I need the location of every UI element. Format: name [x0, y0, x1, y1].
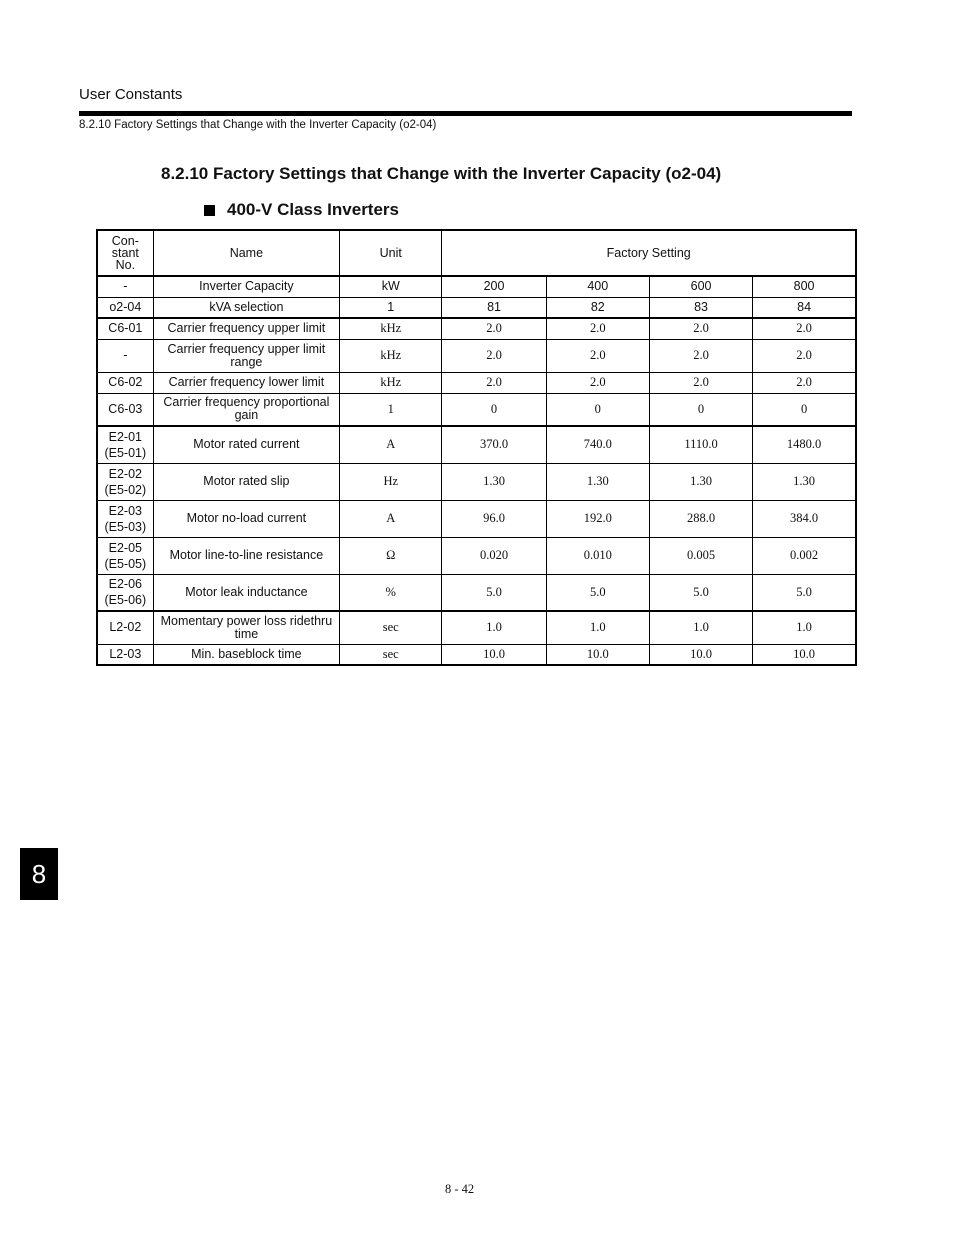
setting-value: 2.0 [649, 339, 752, 372]
setting-value: 400 [546, 276, 649, 297]
setting-value: 1.0 [442, 611, 546, 644]
setting-value: 2.0 [649, 318, 752, 339]
setting-value: 1.0 [649, 611, 752, 644]
page-number: 8 - 42 [445, 1182, 475, 1196]
constant-name: Motor rated slip [153, 463, 339, 500]
setting-value: 200 [442, 276, 546, 297]
table-row [97, 463, 856, 500]
constant-name: Min. baseblock time [153, 644, 339, 665]
setting-value: 2.0 [649, 372, 752, 393]
unit: 1 [340, 393, 442, 426]
unit: kHz [340, 372, 442, 393]
table-row [97, 611, 856, 644]
constant-no: - [97, 276, 153, 297]
table-header-row [97, 230, 856, 276]
setting-value: 81 [442, 297, 546, 318]
bullet-square-icon [204, 205, 215, 216]
constant-name: Carrier frequency lower limit [153, 372, 339, 393]
setting-value: 2.0 [442, 372, 546, 393]
table-row [97, 574, 856, 611]
constant-no: - [97, 339, 153, 372]
setting-value: 1110.0 [649, 426, 752, 463]
setting-value: 96.0 [442, 500, 546, 537]
setting-value: 2.0 [546, 318, 649, 339]
unit: A [340, 500, 442, 537]
setting-value: 0 [753, 393, 856, 426]
setting-value: 1.30 [753, 463, 856, 500]
section-heading: 8.2.10 Factory Settings that Change with the Inverter Capacity (o2-04) [161, 164, 722, 183]
header-factory-setting: Factory Setting [442, 230, 856, 276]
setting-value: 84 [753, 297, 856, 318]
constant-name: Motor leak inductance [153, 574, 339, 611]
breadcrumb: 8.2.10 Factory Settings that Change with the Inverter Capacity (o2-04) [79, 119, 437, 131]
constant-no: C6-02 [97, 372, 153, 393]
constant-no: E2-03 (E5-03) [97, 500, 153, 537]
table-row [97, 339, 856, 372]
setting-value: 2.0 [442, 318, 546, 339]
setting-value: 82 [546, 297, 649, 318]
constant-no: C6-01 [97, 318, 153, 339]
table-row [97, 644, 856, 665]
setting-value: 2.0 [753, 372, 856, 393]
constant-name: Carrier frequency upper limit [153, 318, 339, 339]
setting-value: 0.020 [442, 537, 546, 574]
setting-value: 10.0 [442, 644, 546, 665]
setting-value: 800 [753, 276, 856, 297]
setting-value: 10.0 [649, 644, 752, 665]
constant-name: Carrier frequency proportional gain [153, 393, 339, 426]
setting-value: 0 [546, 393, 649, 426]
setting-value: 0.002 [753, 537, 856, 574]
table-row [97, 537, 856, 574]
constant-no: E2-01 (E5-01) [97, 426, 153, 463]
setting-value: 10.0 [546, 644, 649, 665]
setting-value: 0 [442, 393, 546, 426]
unit: % [340, 574, 442, 611]
setting-value: 2.0 [753, 318, 856, 339]
unit: Hz [340, 463, 442, 500]
setting-value: 600 [649, 276, 752, 297]
setting-value: 5.0 [649, 574, 752, 611]
subsection-heading [204, 200, 399, 220]
unit: kW [340, 276, 442, 297]
unit: sec [340, 611, 442, 644]
setting-value: 0.010 [546, 537, 649, 574]
setting-value: 0.005 [649, 537, 752, 574]
setting-value: 0 [649, 393, 752, 426]
constant-name: Carrier frequency upper limit range [153, 339, 339, 372]
constant-no: E2-02 (E5-02) [97, 463, 153, 500]
setting-value: 1.30 [649, 463, 752, 500]
unit: sec [340, 644, 442, 665]
subsection-heading-text: 400-V Class Inverters [227, 200, 399, 219]
running-header-title: User Constants [79, 86, 183, 103]
header-unit: Unit [340, 230, 442, 276]
table-row [97, 318, 856, 339]
chapter-tab: 8 [20, 848, 58, 900]
setting-value: 1.0 [753, 611, 856, 644]
constant-no: o2-04 [97, 297, 153, 318]
header-rule [79, 111, 852, 116]
constant-name: Motor rated current [153, 426, 339, 463]
unit: 1 [340, 297, 442, 318]
setting-value: 2.0 [546, 339, 649, 372]
setting-value: 384.0 [753, 500, 856, 537]
table-row [97, 393, 856, 426]
constant-no: L2-02 [97, 611, 153, 644]
setting-value: 2.0 [546, 372, 649, 393]
constant-name: Momentary power loss ridethru time [153, 611, 339, 644]
constant-no: L2-03 [97, 644, 153, 665]
constant-name: Inverter Capacity [153, 276, 339, 297]
factory-settings-table [96, 229, 857, 666]
setting-value: 1.30 [546, 463, 649, 500]
table-row [97, 297, 856, 318]
setting-value: 288.0 [649, 500, 752, 537]
unit: kHz [340, 318, 442, 339]
setting-value: 740.0 [546, 426, 649, 463]
setting-value: 5.0 [546, 574, 649, 611]
setting-value: 2.0 [753, 339, 856, 372]
constant-name: Motor no-load current [153, 500, 339, 537]
header-constant-no: Con- stant No. [97, 230, 153, 276]
setting-value: 192.0 [546, 500, 649, 537]
setting-value: 5.0 [442, 574, 546, 611]
constant-no: E2-05 (E5-05) [97, 537, 153, 574]
constant-name: kVA selection [153, 297, 339, 318]
setting-value: 83 [649, 297, 752, 318]
setting-value: 1.30 [442, 463, 546, 500]
table-row [97, 372, 856, 393]
table-row [97, 276, 856, 297]
constant-no: C6-03 [97, 393, 153, 426]
setting-value: 2.0 [442, 339, 546, 372]
setting-value: 1.0 [546, 611, 649, 644]
setting-value: 10.0 [753, 644, 856, 665]
header-name: Name [153, 230, 339, 276]
constant-no: E2-06 (E5-06) [97, 574, 153, 611]
table-row [97, 500, 856, 537]
unit: kHz [340, 339, 442, 372]
unit: A [340, 426, 442, 463]
constant-name: Motor line-to-line resistance [153, 537, 339, 574]
setting-value: 370.0 [442, 426, 546, 463]
setting-value: 5.0 [753, 574, 856, 611]
setting-value: 1480.0 [753, 426, 856, 463]
unit: Ω [340, 537, 442, 574]
table-row [97, 426, 856, 463]
